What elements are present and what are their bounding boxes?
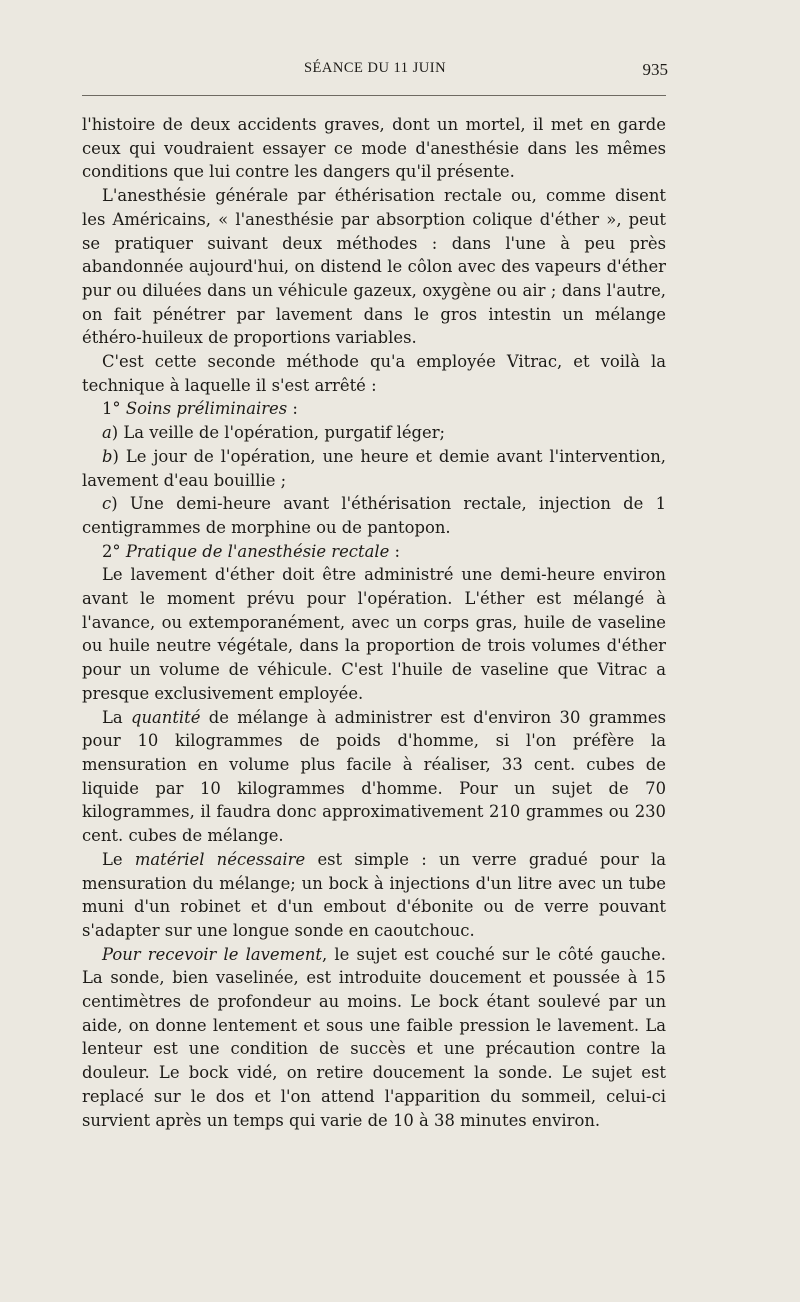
paragraph: [82, 397, 666, 421]
text-segment: La: [102, 707, 131, 727]
paragraph: [82, 421, 666, 445]
text-segment: est simple : un verre gradué pour la mensuration du mélange; un bock à injections d'un litre avec un tube muni d'un robinet et d'un embout d'ébonite ou de verre pouvant s'adapter sur une longue sonde en caoutchouc.: [82, 849, 667, 940]
text-segment: 2°: [102, 541, 126, 561]
italic-text: Soins préliminaires: [125, 399, 288, 419]
text-segment: l'histoire de deux accidents graves, dont un mortel, il met en garde ceux qui voudraient essayer ce mode d'anesthésie dans les mêmes conditions que lui contre les dangers qu'il présente.: [82, 115, 666, 182]
body-text: [82, 113, 666, 1132]
italic-text: c: [102, 494, 112, 514]
italic-text: Pratique de l'anesthésie rectale: [125, 541, 390, 561]
page-number: 935: [642, 60, 668, 79]
running-title: SÉANCE DU 11 JUIN: [303, 60, 447, 76]
italic-text: a: [102, 423, 112, 443]
text-segment: Le lavement d'éther doit être administré une demi-heure environ avant le moment prévu pour l'opération. L'éther est mélangé à l'avance, ou extemporanément, avec un corps gras, huile de vaseline ou huile neutre végétale, dans la proportion de trois volumes d'éther pour un volume de véhicule. C'est l'huile de vaseline que Vitrac a presque exclusivement employée.: [82, 565, 666, 703]
paragraph: [82, 706, 666, 848]
italic-text: b: [102, 446, 113, 466]
paragraph: [82, 184, 666, 350]
text-segment: :: [287, 399, 298, 419]
text-segment: Le: [102, 849, 135, 869]
paragraph: [82, 943, 666, 1133]
text-segment: C'est cette seconde méthode qu'a employée Vitrac, et voilà la technique à laquelle il s'est arrêté :: [82, 352, 666, 395]
text-segment: ) Une demi-heure avant l'éthérisation rectale, injection de 1 centigrammes de morphine ou de pantopon.: [82, 494, 666, 537]
paragraph: [82, 540, 666, 564]
italic-text: Pour recevoir le lavement: [102, 944, 322, 964]
paragraph: [82, 848, 666, 943]
text-segment: :: [389, 541, 401, 561]
text-segment: 1°: [102, 399, 126, 419]
text-segment: , le sujet est couché sur le côté gauche. La sonde, bien vaselinée, est introduite doucement et poussée à 15 centimètres de profondeur au moins. Le bock étant soulevé par un aide, on donne lentement et sous une faible pression le lavement. La lenteur est une condition de succès et une précaution contre la douleur. Le bock vidé, on retire doucement la sonde. Le sujet est replacé sur le dos et l'on attend l'apparition du sommeil, celui-ci survient après un temps qui varie de 10 à 38 minutes environ.: [82, 944, 666, 1130]
paragraph: [82, 350, 666, 397]
paragraph: [82, 492, 666, 539]
text-segment: L'anesthésie générale par éthérisation rectale ou, comme disent les Américains, « l'anesthésie par absorption colique d'éther », peut se pratiquer suivant deux méthodes : dans l'une à peu près abandonnée aujourd'hui, on distend le côlon avec des vapeurs d'éther pur ou diluées dans un véhicule gazeux, oxygène ou air ; dans l'autre, on fait pénétrer par lavement dans le gros intestin un mélange éthéro-huileux de proportions variables.: [82, 186, 666, 348]
italic-text: matériel nécessaire: [134, 849, 306, 869]
text-segment: ) Le jour de l'opération, une heure et demie avant l'intervention, lavement d'eau bouillie ;: [82, 446, 666, 490]
text-segment: de mélange à administrer est d'environ 30 grammes pour 10 kilogrammes de poids d'homme, si l'on préfère la mensuration en volume plus facile à réaliser, 33 cent. cubes de liquide par 10 kilogrammes d'homme. Pour un sujet de 70 kilogrammes, il faudra donc approximativement 210 grammes ou 230 cent. cubes de mélange.: [82, 707, 666, 846]
paragraph: [82, 445, 666, 492]
paragraph: [82, 563, 666, 705]
italic-text: quantité: [130, 707, 201, 727]
header-rule: [82, 95, 666, 96]
paragraph: [82, 113, 666, 184]
page-header: [82, 58, 668, 86]
text-segment: ) La veille de l'opération, purgatif léger;: [111, 423, 446, 443]
